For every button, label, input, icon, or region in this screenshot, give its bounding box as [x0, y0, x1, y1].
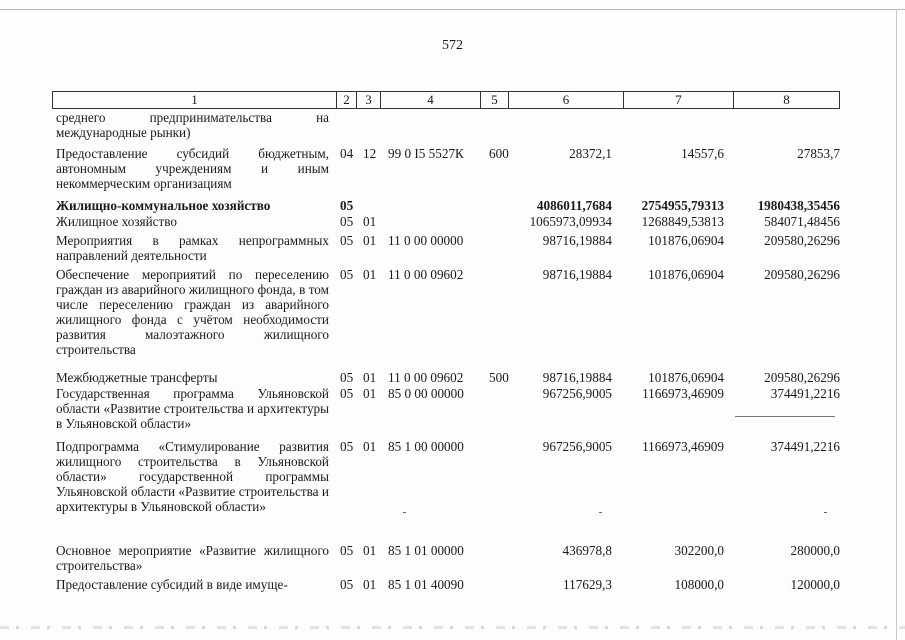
- row-section: 04: [340, 146, 354, 161]
- row-section: 05: [340, 233, 354, 248]
- row-section: 05: [340, 439, 354, 454]
- row-section: 05: [340, 198, 354, 213]
- row-amount-col8: 209580,26296: [764, 370, 840, 385]
- row-target-code: 99 0 I5 5527К: [388, 146, 464, 161]
- table-header: [52, 91, 840, 109]
- row-expense-type: 500: [489, 370, 509, 385]
- row-amount-col8: 27853,7: [797, 146, 840, 161]
- row-target-code: 85 1 01 40090: [388, 577, 464, 592]
- header-col-1: 1: [53, 92, 337, 108]
- row-subsection: 01: [363, 386, 377, 401]
- row-section: 05: [340, 386, 354, 401]
- row-name: Подпрограмма «Стимулирование развития жилищного строительства в Ульяновской области» государственной программы Ульяновской области «Развитие строительства и архитектуры в Ульяновской области»: [56, 439, 329, 514]
- page-number: 572: [442, 38, 463, 53]
- row-subsection: 12: [363, 146, 377, 161]
- row-name: Государственная программа Ульяновской области «Развитие строительства и архитектуры в Ульяновской области»: [56, 386, 329, 431]
- row-amount-col7: 101876,06904: [648, 370, 724, 385]
- row-amount-col7: 1268849,53813: [641, 214, 724, 229]
- row-amount-col8: 374491,2216: [770, 386, 840, 401]
- row-name: Жилищное хозяйство: [56, 214, 177, 229]
- scan-bottom-edge: [0, 626, 905, 629]
- row-amount-col7: 302200,0: [674, 543, 724, 558]
- row-name: Основное мероприятие «Развитие жилищного строительства»: [56, 543, 329, 573]
- header-col-5: 5: [481, 92, 509, 108]
- row-subsection: 01: [363, 543, 377, 558]
- row-name: Предоставление субсидий бюджетным, автономным учреждениям и иным некоммерческим организациям: [56, 146, 329, 191]
- row-amount-col8: 209580,26296: [764, 233, 840, 248]
- row-subsection: 01: [363, 370, 377, 385]
- row-amount-col7: 101876,06904: [648, 267, 724, 282]
- row-subsection: 01: [363, 267, 377, 282]
- row-name: Мероприятия в рамках непрограммных направлений деятельности: [56, 233, 329, 263]
- row-section: 05: [340, 267, 354, 282]
- row-amount-col6: 98716,19884: [542, 267, 612, 282]
- row-amount-col6: 436978,8: [562, 543, 612, 558]
- page-right-edge: [896, 9, 897, 640]
- row-name: Жилищно-коммунальное хозяйство: [56, 198, 271, 213]
- row-subsection: 01: [363, 439, 377, 454]
- scan-speck: [403, 512, 406, 513]
- header-col-7: 7: [624, 92, 734, 108]
- scan-speck: [599, 512, 602, 513]
- row-amount-col6: 98716,19884: [542, 370, 612, 385]
- row-amount-col7: 14557,6: [681, 146, 724, 161]
- row-target-code: 85 1 00 00000: [388, 439, 464, 454]
- row-amount-col6: 98716,19884: [542, 233, 612, 248]
- row-amount-col7: 2754955,79313: [641, 198, 724, 213]
- row-section: 05: [340, 543, 354, 558]
- row-amount-col6: 4086011,7684: [536, 198, 612, 213]
- row-amount-col8: 584071,48456: [764, 214, 840, 229]
- row-name: Предоставление субсидий в виде имуще-: [56, 577, 288, 592]
- header-col-8: 8: [783, 92, 790, 107]
- row-amount-col8: 1980438,35456: [757, 198, 840, 213]
- row-section: 05: [340, 214, 354, 229]
- row-target-code: 11 0 00 09602: [388, 267, 464, 282]
- row-amount-col7: 108000,0: [674, 577, 724, 592]
- row-amount-col8: 209580,26296: [764, 267, 840, 282]
- header-col-6: 6: [509, 92, 624, 108]
- scan-speck: [824, 512, 827, 513]
- row-expense-type: 600: [489, 146, 509, 161]
- row-subsection: 01: [363, 577, 377, 592]
- row-section: 05: [340, 370, 354, 385]
- row-name: среднего предпринимательства на международные рынки): [56, 110, 329, 140]
- row-subsection: 01: [363, 233, 377, 248]
- row-amount-col6: 28372,1: [569, 146, 612, 161]
- row-amount-col6: 967256,9005: [542, 386, 612, 401]
- row-name: Межбюджетные трансферты: [56, 370, 218, 385]
- row-section: 05: [340, 577, 354, 592]
- page-top-edge: [0, 9, 905, 10]
- row-amount-col7: 1166973,46909: [642, 439, 724, 454]
- row-amount-col8: 374491,2216: [770, 439, 840, 454]
- row-target-code: 85 0 00 00000: [388, 386, 464, 401]
- header-col-2: 2: [337, 92, 357, 108]
- header-col-4: 4: [381, 92, 481, 108]
- row-amount-col7: 101876,06904: [648, 233, 724, 248]
- row-amount-col7: 1166973,46909: [642, 386, 724, 401]
- row-target-code: 11 0 00 00000: [388, 233, 464, 248]
- scan-rule-mark: [735, 416, 835, 417]
- row-amount-col6: 967256,9005: [542, 439, 612, 454]
- row-target-code: 11 0 00 09602: [388, 370, 464, 385]
- row-name: Обеспечение мероприятий по переселению граждан из аварийного жилищного фонда, в том числе переселению граждан из аварийного жилищного фонда с учётом необходимости развития малоэтажного жилищного строительства: [56, 267, 329, 357]
- row-amount-col8: 120000,0: [790, 577, 840, 592]
- row-amount-col6: 1065973,09934: [529, 214, 612, 229]
- row-amount-col6: 117629,3: [563, 577, 612, 592]
- row-amount-col8: 280000,0: [790, 543, 840, 558]
- row-subsection: 01: [363, 214, 377, 229]
- row-target-code: 85 1 01 00000: [388, 543, 464, 558]
- header-col-3: 3: [357, 92, 381, 108]
